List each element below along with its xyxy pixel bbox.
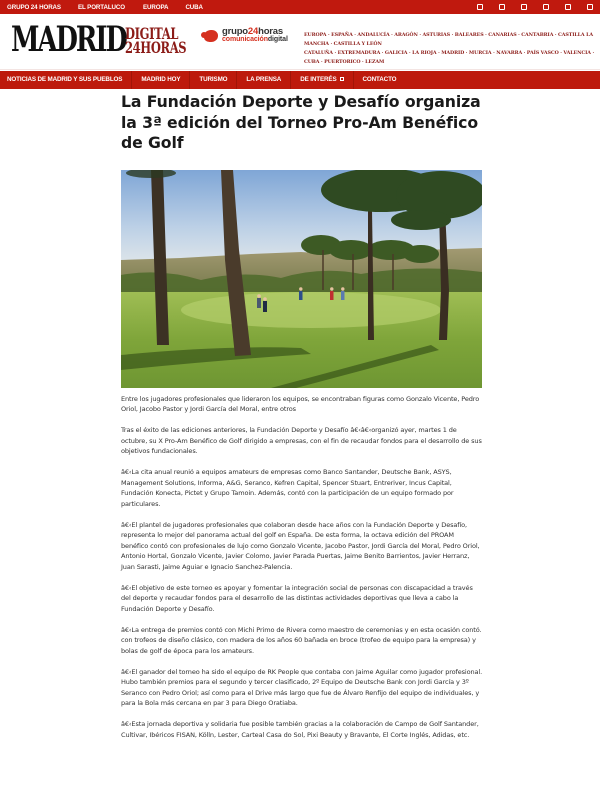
top-link-europa[interactable]: EUROPA <box>143 3 169 11</box>
grupo-digital: digital <box>267 36 288 43</box>
golf-course-photo <box>121 170 482 388</box>
logo-madrid: MADRID <box>11 18 126 60</box>
site-header <box>0 14 600 70</box>
nav-item-de-interes[interactable] <box>291 71 353 89</box>
regions-line-1[interactable]: EUROPA · ESPAÑA · ANDALUCÍA · ARAGÓN · ASTURIAS · BALEARES · CANARIAS · CANTABRIA · CASTILLA LA MANCHA · CASTILLA Y LEÓN <box>304 32 593 47</box>
article-paragraph: â€‹La cita anual reunió a equipos amateurs de empresas como Banco Santander, Deutsche Bank, ASYS, Management Solutions, Informa, A&G, Seranco, Kefren Capital, Spencer Stuart, Entreriver, Incus Capital, Fundación Konecta, Pictet y Grupo Tamoin. Además, contó con la participación de un equipo formado por particulares. <box>121 468 454 508</box>
social-icon[interactable] <box>477 4 483 10</box>
nav-item-de-interes-label: DE INTERÉS <box>300 76 337 83</box>
site-logo[interactable] <box>11 18 210 60</box>
grupo-logo-text <box>222 28 288 44</box>
social-icon[interactable] <box>565 4 571 10</box>
article-body <box>121 394 483 741</box>
social-icon[interactable] <box>521 4 527 10</box>
article-title: La Fundación Deporte y Desafío organiza la 3ª edición del Torneo Pro-Am Benéfico de Golf <box>121 92 481 152</box>
social-icon[interactable] <box>543 4 549 10</box>
grupo-logo-line2 <box>222 36 288 44</box>
main-nav <box>0 71 600 89</box>
article-paragraph: â€‹El ganador del torneo ha sido el equipo de RK People que contaba con Jaime Aguilar como jugador profesional. Hubo también premios para el segundo y tercer clasificado, 2º Equipo de Deutsche Bank con Jordi García y 3º Seranco con Pedro Oriol; así como para el Drive más largo que fue de Álvaro Renfijo del equipo de individuales, y para la Bola más cercana en par 3 para Diego Oratiaba. <box>121 667 483 707</box>
nav-item-contacto[interactable]: CONTACTO <box>362 76 397 83</box>
grupo-horas: horas <box>258 26 283 37</box>
grupo-word: grupo <box>222 26 248 37</box>
nav-item-turismo[interactable]: TURISMO <box>190 71 237 89</box>
top-bar <box>0 0 600 14</box>
social-icon[interactable] <box>499 4 505 10</box>
logo-subtitle <box>125 24 210 57</box>
grupo-logo-icon <box>204 30 218 42</box>
top-link-cuba[interactable]: CUBA <box>185 3 203 11</box>
article-paragraph: â€‹La entrega de premios contó con Michi Primo de Rivera como maestro de ceremonias y en esta ocasión contó. con trofeos de diseño clásico, con madera de los años 60 bañada en broce (trofeo de equipo para la empresa) y bolas de golf de época para los amateurs. <box>121 625 482 655</box>
article <box>121 89 483 751</box>
logo-digital: DIGITAL <box>125 24 179 43</box>
grupo-logo-line1 <box>222 28 288 36</box>
article-paragraph: â€‹Esta jornada deportiva y solidaria fue posible también gracias a la colaboración de Campo de Golf Santander, Cultivar, Ibéricos FISAN, Kölln, Lester, Carteal Casa do Sol, Pixi Beauty y Bravante, El Corte Inglés, Adidas, etc. <box>121 720 479 739</box>
article-paragraph: â€‹El objetivo de este torneo es apoyar y fomentar la integración social de personas con discapacidad a través del deporte y recaudar fondos para el desarrollo de las distintas actividades deportivas que lleva a cabo la Fundación Deporte y Desafío. <box>121 583 473 613</box>
nav-item-la-prensa[interactable]: LA PRENSA <box>237 71 291 89</box>
dropdown-icon <box>340 77 344 81</box>
social-icon[interactable] <box>587 4 593 10</box>
grupo-comunicacion: comunicación <box>222 36 268 43</box>
logo-24horas <box>125 38 187 57</box>
top-link-el-portaluco[interactable]: EL PORTALUCO <box>77 3 126 11</box>
article-paragraph: Tras el éxito de las ediciones anteriores, la Fundación Deporte y Desafío â€‹â€‹organizó ayer, martes 1 de octubre, su X Pro-Am Benéfico de Golf dirigido a empresas, con el fin de recaudar fondos para el desarrollo de sus objetivos fundacionales. <box>121 426 482 455</box>
logo-24: 24 <box>125 38 141 57</box>
grupo24horas-logo[interactable] <box>204 28 288 44</box>
green <box>181 292 441 328</box>
top-links <box>0 4 228 11</box>
social-icons <box>477 0 600 14</box>
nav-item-noticias[interactable]: NOTICIAS DE MADRID Y SUS PUEBLOS <box>0 71 132 89</box>
grupo-24: 24 <box>247 26 259 37</box>
regions-line-2[interactable]: CATALUÑA · EXTREMADURA · GALICIA · LA RIOJA · MADRID · MURCIA · NAVARRA · PAÍS VASCO · VALENCIA · CUBA · PUERTORICO · LEZAM <box>304 50 595 65</box>
top-link-grupo-24-horas[interactable]: GRUPO 24 HORAS <box>7 3 61 11</box>
nav-item-madrid-hoy[interactable]: MADRID HOY <box>132 71 190 89</box>
article-paragraph: Entre los jugadores profesionales que lideraron los equipos, se encontraban figuras como Gonzalo Vicente, Pedro Oriol, Jacobo Pastor y Jordi García del Moral, entre otros <box>121 394 480 413</box>
article-image <box>121 170 482 388</box>
article-paragraph: â€‹El plantel de jugadores profesionales que colaboran desde hace años con la Fundación Deporte y Desafío, representa lo mejor del panorama actual del golf en España. De esta forma, la octava edición del PROAM benéfico contó con profesionales de lujo como Gonzalo Vicente, Jacobo Pastor, Jordi García del Moral, Pedro Oriol, Antonio Hortal, Gonzalo Vicente, Javier Colomo, Javier Parada Puertas, Jaime Benito Barrientos, Javier Herranz, Juan Sarasti, Jaime Aguiar e Ignacio Sanchez-Palencia. <box>121 520 480 571</box>
logo-horas: HORAS <box>140 38 187 57</box>
regions-list <box>304 31 596 67</box>
